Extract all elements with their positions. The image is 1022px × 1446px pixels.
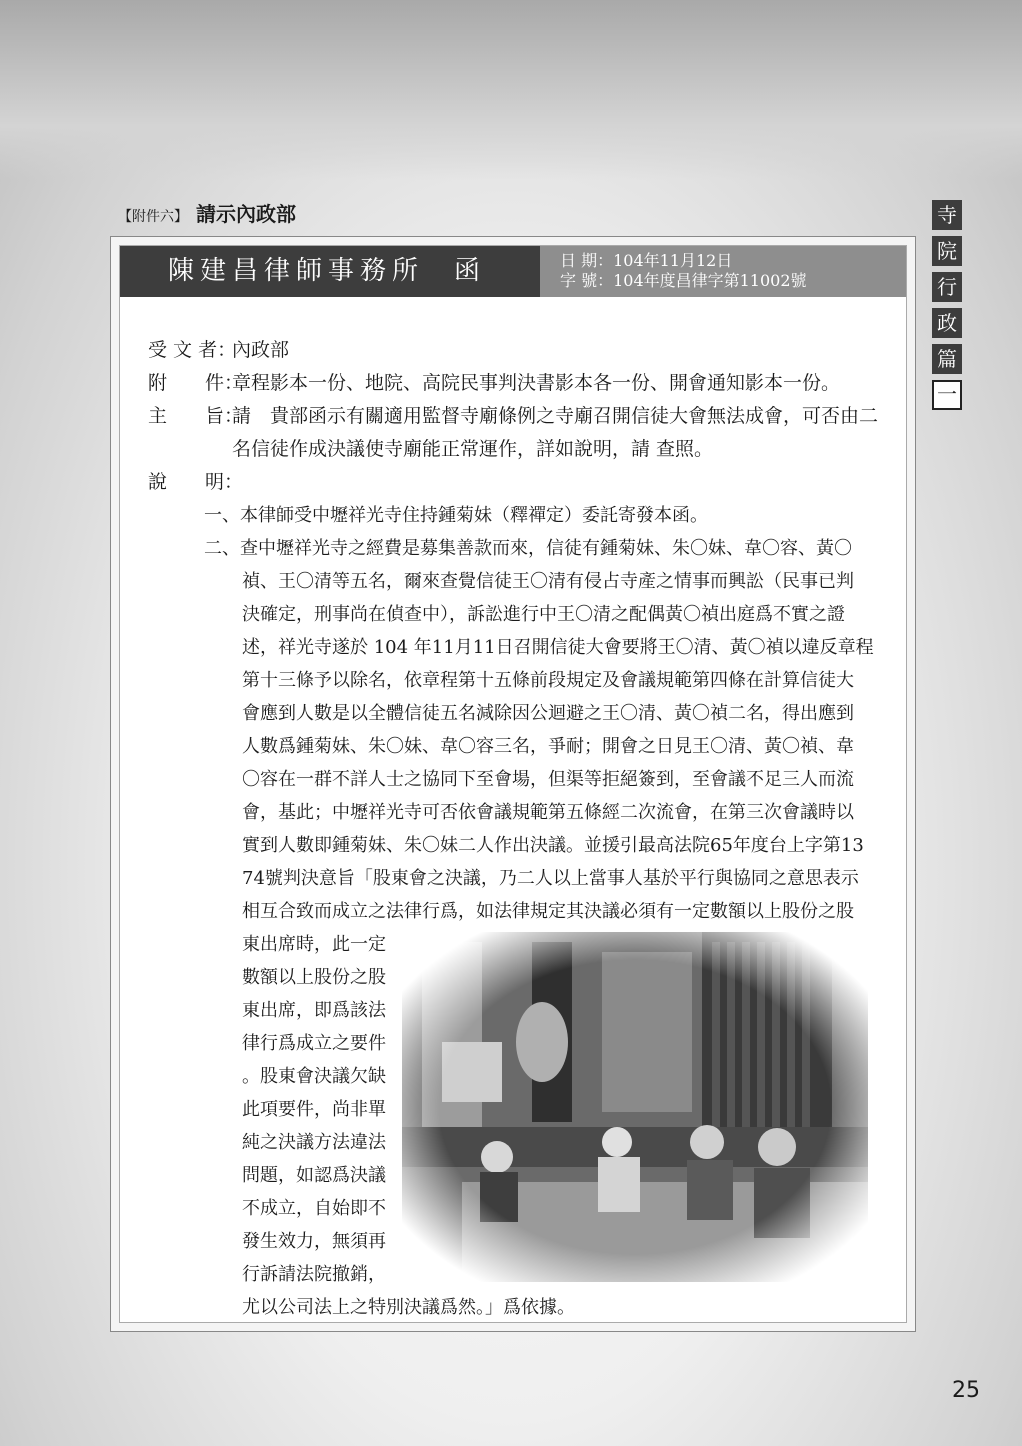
- wrapped-line: 問題，如認爲決議: [242, 1165, 386, 1186]
- letterhead-firm: [120, 246, 540, 297]
- final-line: 尤以公司法上之特別決議爲然。」爲依據。: [242, 1297, 575, 1318]
- explanation-line: 74號判決意旨「股東會之決議，乃二人以上當事人基於平行與協同之意思表示: [242, 868, 859, 889]
- field-text: 名信徒作成決議使寺廟能正常運作，詳如說明，請 查照。: [232, 438, 714, 460]
- side-tab: 寺: [932, 200, 962, 230]
- field-text: 內政部: [232, 339, 290, 361]
- wrapped-line: 純之決議方法違法: [242, 1132, 386, 1153]
- explanation-line: 禎、王〇清等五名，爾來查覺信徒王〇清有侵占寺產之情事而興訟（民事已判: [242, 571, 854, 592]
- side-tab-number: 一: [932, 380, 962, 410]
- letter-body: [119, 245, 907, 1323]
- firm-name: 陳建昌律師事務所: [168, 256, 425, 286]
- wrapped-line: 行訴請法院撤銷，: [242, 1264, 386, 1285]
- field-label: 受 文 者：: [148, 339, 237, 361]
- temple-meeting-photo: [402, 932, 868, 1282]
- explanation-line: 人數爲鍾菊妹、朱〇妹、韋〇容三名，爭耐；開會之日見王〇清、黃〇禎、韋: [242, 736, 854, 757]
- explanation-line: 第十三條予以除名，依章程第十五條前段規定及會議規範第四條在計算信徒大: [242, 670, 854, 691]
- attachment-tag: 【附件六】: [118, 209, 188, 225]
- side-tab: 篇: [932, 344, 962, 374]
- explanation-line: 一、本律師受中壢祥光寺住持鍾菊妹（釋禪定）委託寄發本函。: [204, 505, 708, 526]
- explanation-line: 實到人數即鍾菊妹、朱〇妹二人作出決議。並援引最高法院65年度台上字第13: [242, 835, 864, 856]
- explanation-line: 述，祥光寺遂於 104 年11月11日召開信徒大會要將王〇清、黃〇禎以違反章程: [242, 637, 874, 658]
- wrapped-line: 不成立，自始即不: [242, 1198, 386, 1219]
- wrapped-line: 律行爲成立之要件: [242, 1033, 386, 1054]
- explanation-line: 二、查中壢祥光寺之經費是募集善款而來，信徒有鍾菊妹、朱〇妹、韋〇容、黃〇: [204, 538, 852, 559]
- attachment-title: 請示內政部: [196, 202, 296, 226]
- field-label: 附 件：: [148, 372, 244, 394]
- top-band: [0, 0, 1022, 180]
- letter-date: 日 期：104年11月12日: [560, 251, 733, 270]
- letterhead-meta: [540, 246, 906, 297]
- field-label: 主 旨：: [148, 405, 244, 427]
- explanation-line: 會應到人數是以全體信徒五名減除因公迴避之王〇清、黃〇禎二名，得出應到: [242, 703, 854, 724]
- field-text: 請 貴部函示有關適用監督寺廟條例之寺廟召開信徒大會無法成會，可否由二: [232, 405, 879, 427]
- wrapped-line: 數額以上股份之股: [242, 967, 386, 988]
- explanation-line: 相互合致而成立之法律行爲，如法律規定其決議必須有一定數額以上股份之股: [242, 901, 854, 922]
- field-label: 說 明：: [148, 471, 244, 493]
- explanation-line: 決確定，刑事尚在偵查中），訴訟進行中王〇清之配偶黃〇禎出庭爲不實之證: [242, 604, 845, 625]
- letter-type: 函: [454, 256, 487, 286]
- wrapped-line: 此項要件，尚非單: [242, 1099, 386, 1120]
- side-tab: 政: [932, 308, 962, 338]
- side-tab: 行: [932, 272, 962, 302]
- wrapped-line: 發生效力，無須再: [242, 1231, 386, 1252]
- attachment-heading: [118, 198, 296, 227]
- field-text: 章程影本一份、地院、高院民事判決書影本各一份、開會通知影本一份。: [232, 372, 841, 394]
- explanation-line: 〇容在一群不詳人士之協同下至會場，但渠等拒絕簽到，至會議不足三人而流: [242, 769, 854, 790]
- letter-ref-no: 字 號：104年度昌律字第11002號: [560, 271, 807, 290]
- letter-frame: [110, 236, 916, 1332]
- side-tab: 院: [932, 236, 962, 266]
- wrapped-line: 東出席，即爲該法: [242, 1000, 386, 1021]
- page-number: 25: [952, 1378, 980, 1403]
- wrapped-line: 。股東會決議欠缺: [242, 1066, 386, 1087]
- side-tabs: [932, 200, 964, 416]
- photo-illustration: [402, 932, 868, 1282]
- wrapped-line: 東出席時，此一定: [242, 934, 386, 955]
- explanation-line: 會，基此；中壢祥光寺可否依會議規範第五條經二次流會，在第三次會議時以: [242, 802, 854, 823]
